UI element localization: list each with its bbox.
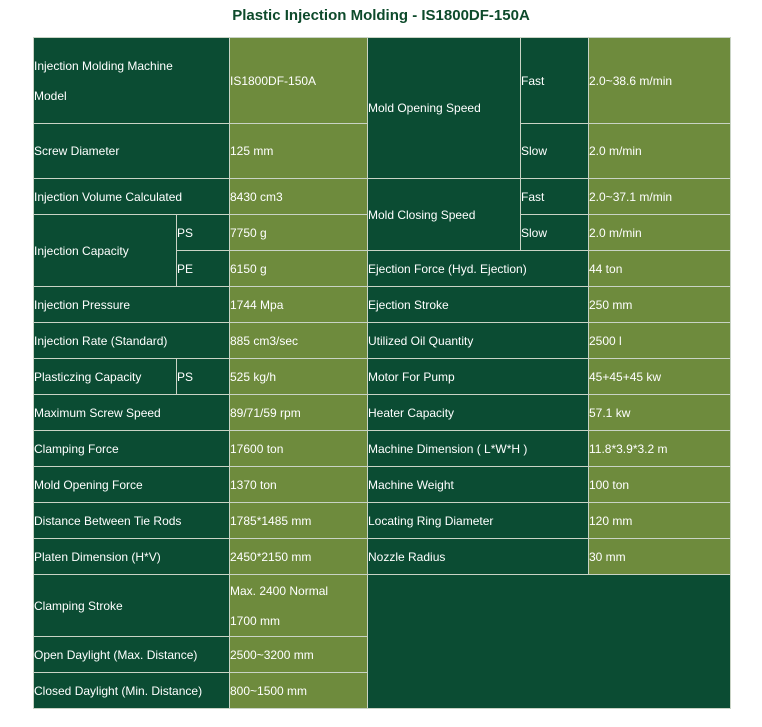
spec-label: Nozzle Radius [368, 539, 589, 575]
spec-value: 250 mm [589, 287, 731, 323]
spec-label: Injection Rate (Standard) [34, 323, 230, 359]
spec-value: 57.1 kw [589, 395, 731, 431]
spec-label: Motor For Pump [368, 359, 589, 395]
spec-sub-label: Slow [521, 215, 589, 251]
table-row [34, 503, 731, 539]
spec-label: Closed Daylight (Min. Distance) [34, 673, 230, 709]
spec-value: 885 cm3/sec [230, 323, 368, 359]
spec-value: 45+45+45 kw [589, 359, 731, 395]
spec-value: 7750 g [230, 215, 368, 251]
spec-sub-label: Fast [521, 179, 589, 215]
spec-label: Open Daylight (Max. Distance) [34, 637, 230, 673]
spec-label: Ejection Force (Hyd. Ejection) [368, 251, 589, 287]
spec-label [34, 38, 230, 124]
spec-sub-label: PS [177, 215, 230, 251]
spec-label: Mold Opening Speed [368, 38, 521, 179]
spec-label: Mold Closing Speed [368, 179, 521, 251]
empty-cell [368, 575, 731, 709]
spec-value: 2500 l [589, 323, 731, 359]
table-row [34, 287, 731, 323]
spec-value: IS1800DF-150A [230, 38, 368, 124]
spec-value: 89/71/59 rpm [230, 395, 368, 431]
spec-value: 2.0 m/min [589, 124, 731, 179]
spec-value: 44 ton [589, 251, 731, 287]
spec-value: 6150 g [230, 251, 368, 287]
spec-label: Screw Diameter [34, 124, 230, 179]
spec-value: 2.0 m/min [589, 215, 731, 251]
spec-value: 2450*2150 mm [230, 539, 368, 575]
spec-label: Heater Capacity [368, 395, 589, 431]
spec-label: Ejection Stroke [368, 287, 589, 323]
spec-label-line: Injection Molding Machine [34, 58, 173, 73]
spec-label: Machine Dimension ( L*W*H ) [368, 431, 589, 467]
spec-value: 525 kg/h [230, 359, 368, 395]
spec-label: Mold Opening Force [34, 467, 230, 503]
spec-label: Injection Pressure [34, 287, 230, 323]
spec-value: 1785*1485 mm [230, 503, 368, 539]
spec-value [230, 575, 368, 637]
table-row [34, 467, 731, 503]
spec-value: 125 mm [230, 124, 368, 179]
spec-value: 30 mm [589, 539, 731, 575]
spec-value: 100 ton [589, 467, 731, 503]
spec-sub-label: PE [177, 251, 230, 287]
table-row [34, 395, 731, 431]
spec-label-line: Model [34, 88, 67, 103]
table-row [34, 323, 731, 359]
spec-value: 2.0~37.1 m/min [589, 179, 731, 215]
spec-label: Maximum Screw Speed [34, 395, 230, 431]
table-row [34, 38, 731, 124]
spec-table [33, 37, 731, 709]
spec-label: Injection Volume Calculated [34, 179, 230, 215]
spec-label: Utilized Oil Quantity [368, 323, 589, 359]
spec-label: Clamping Stroke [34, 575, 230, 637]
spec-value: 17600 ton [230, 431, 368, 467]
spec-sub-label: Fast [521, 38, 589, 124]
spec-value-line: 1700 mm [230, 613, 281, 628]
spec-value: 8430 cm3 [230, 179, 368, 215]
table-row [34, 539, 731, 575]
table-row [34, 179, 731, 215]
spec-sub-label: Slow [521, 124, 589, 179]
spec-label: Machine Weight [368, 467, 589, 503]
spec-value: 2500~3200 mm [230, 637, 368, 673]
spec-label: Clamping Force [34, 431, 230, 467]
spec-value: 120 mm [589, 503, 731, 539]
spec-label: Injection Capacity [34, 215, 177, 287]
spec-value: 800~1500 mm [230, 673, 368, 709]
spec-label: Platen Dimension (H*V) [34, 539, 230, 575]
table-row [34, 359, 731, 395]
spec-label: Distance Between Tie Rods [34, 503, 230, 539]
table-row [34, 431, 731, 467]
spec-value: 1744 Mpa [230, 287, 368, 323]
spec-label: Plasticzing Capacity [34, 359, 177, 395]
spec-label: Locating Ring Diameter [368, 503, 589, 539]
page-title: Plastic Injection Molding - IS1800DF-150A [232, 7, 530, 24]
spec-value: 11.8*3.9*3.2 m [589, 431, 731, 467]
spec-value: 2.0~38.6 m/min [589, 38, 731, 124]
spec-sub-label: PS [177, 359, 230, 395]
spec-value-line: Max. 2400 Normal [230, 583, 329, 598]
table-row [34, 575, 731, 637]
spec-value: 1370 ton [230, 467, 368, 503]
